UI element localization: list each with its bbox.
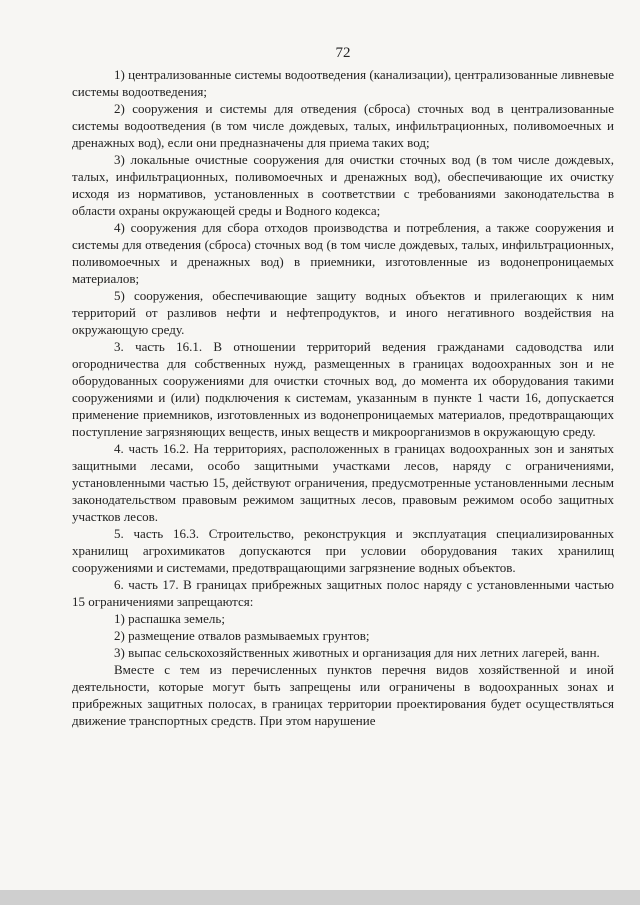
paragraph-6: 3. часть 16.1. В отношении территорий ведения гражданами садоводства или огородничества для собственных нужд, размещенных в границах водоохранных зон и не оборудованных сооружениями для очистки сточных вод, до момента их оборудования такими сооружениями и (или) подключения к системам, указанным в пункте 1 части 16, допускается применение приемников, изготовленных из водонепроницаемых материалов, предотвращающих поступление загрязняющих веществ, иных веществ и микроорганизмов в окружающую среду. [72,339,614,439]
paragraph-8: 5. часть 16.3. Строительство, реконструкция и эксплуатация специализированных хранилищ агрохимикатов допускаются при условии оборудования таких хранилищ сооружениями и системами, предотвращающими загрязнение водных объектов. [72,526,614,575]
paragraph-7: 4. часть 16.2. На территориях, расположенных в границах водоохранных зон и занятых защитными лесами, особо защитными участками лесов, наряду с ограничениями, установленными частью 15, действуют ограничения, предусмотренные установленными лесным законодательством правовым режимом защитных лесов, правовым режимом особо защитных участков лесов. [72,441,614,524]
paragraph-3: 3) локальные очистные сооружения для очистки сточных вод (в том числе дождевых, талых, инфильтрационных, поливомоечных и дренажных вод), обеспечивающие их очистку исходя из нормативов, установленных в соответствии с требованиями законодательства в области охраны окружающей среды и Водного кодекса; [72,152,614,218]
scan-bottom-edge [0,890,640,905]
paragraph-1: 1) централизованные системы водоотведения (канализации), централизованные ливневые системы водоотведения; [72,67,614,99]
paragraph-11: 2) размещение отвалов размываемых грунтов; [114,628,370,643]
paragraph-10: 1) распашка земель; [114,611,225,626]
paragraph-13: Вместе с тем из перечисленных пунктов перечня видов хозяйственной и иной деятельности, которые могут быть запрещены или ограничены в водоохранных зонах и прибрежных защитных полосах, в границах территории проектирования будет осуществляться движение транспортных средств. При этом нарушение [72,662,614,728]
paragraph-2: 2) сооружения и системы для отведения (сброса) сточных вод в централизованные системы водоотведения (в том числе дождевых, талых, инфильтрационных, поливомоечных и дренажных вод), если они предназначены для приема таких вод; [72,101,614,150]
paragraph-12: 3) выпас сельскохозяйственных животных и организация для них летних лагерей, ванн. [114,645,600,660]
paragraph-4: 4) сооружения для сбора отходов производства и потребления, а также сооружения и системы для отведения (сброса) сточных вод (в том числе дождевых, талых, инфильтрационных, поливомоечных и дренажных вод) в приемники, изготовленные из водонепроницаемых материалов; [72,220,614,286]
paragraph-5: 5) сооружения, обеспечивающие защиту водных объектов и прилегающих к ним территорий от разливов нефти и нефтепродуктов, и иного негативного воздействия на окружающую среду. [72,288,614,337]
page-number: 72 [335,45,351,61]
paragraph-9: 6. часть 17. В границах прибрежных защитных полос наряду с установленными частью 15 ограничениями запрещаются: [72,577,614,609]
